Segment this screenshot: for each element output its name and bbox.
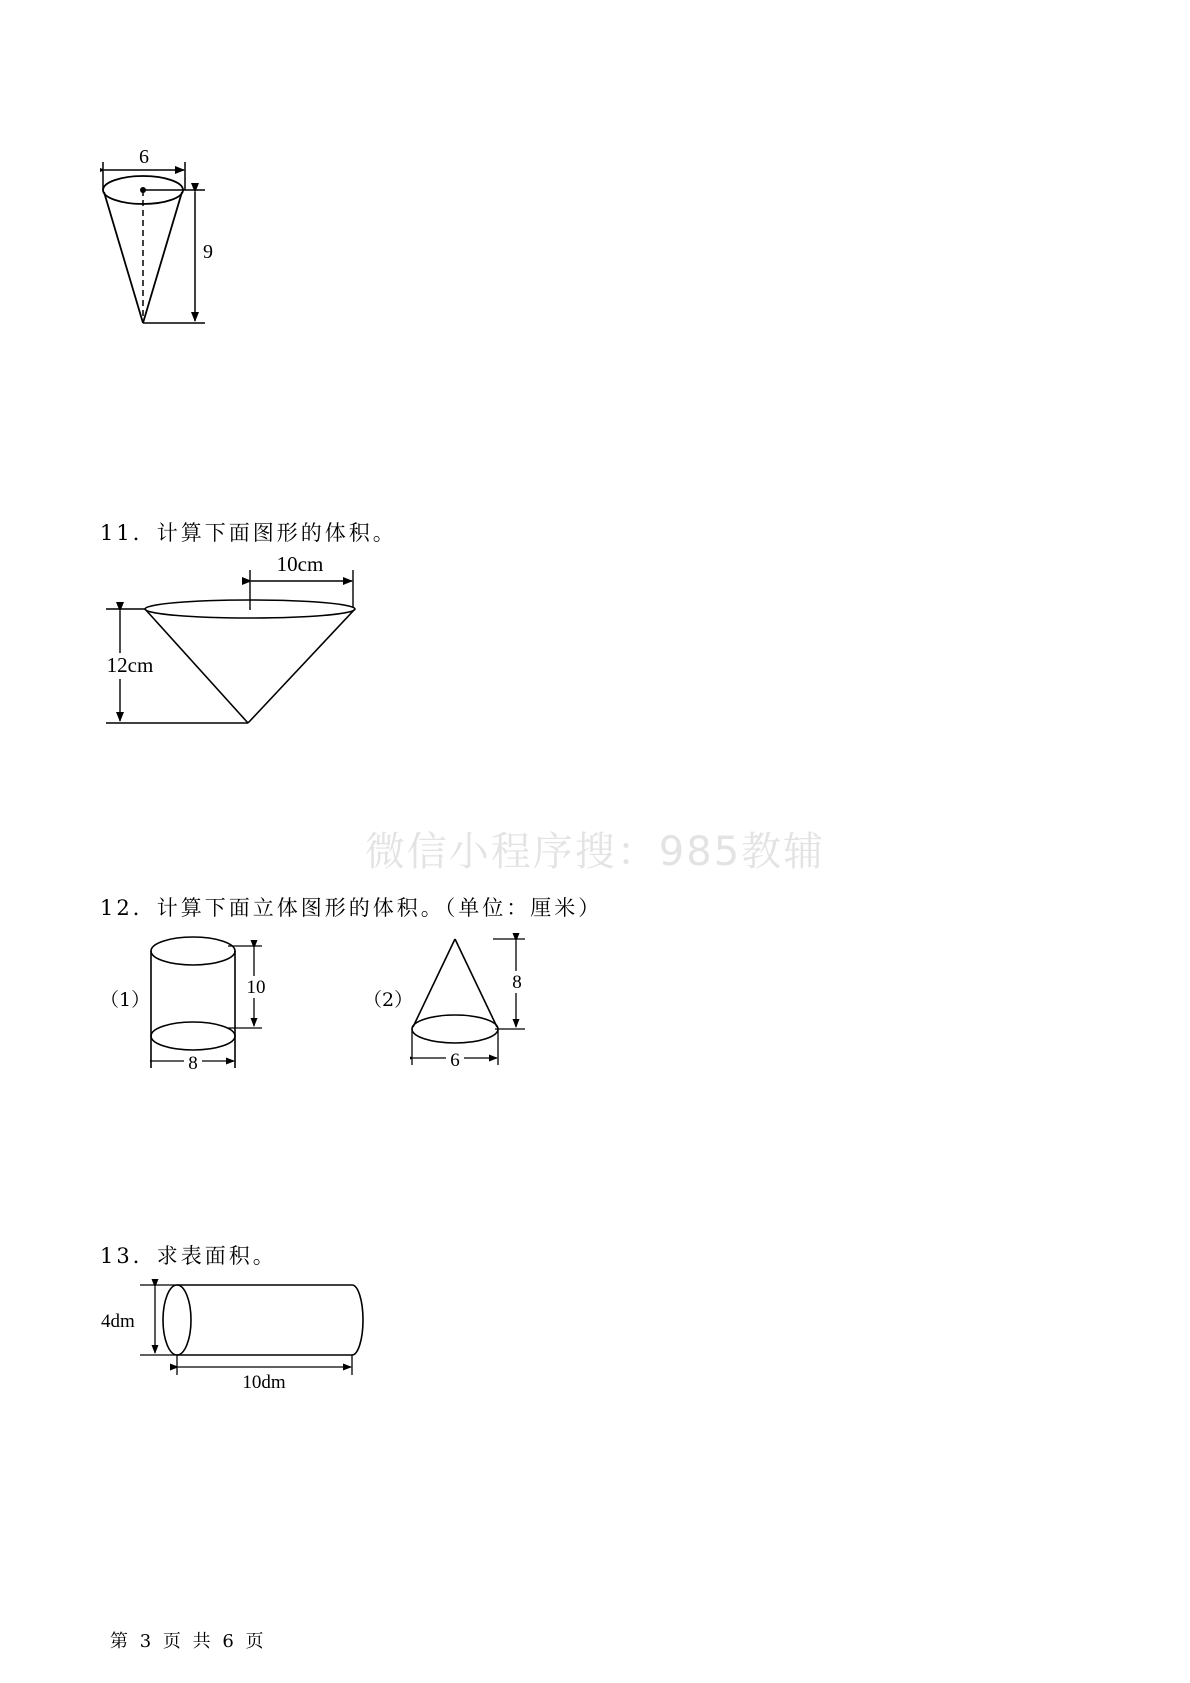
top-width-label: 6 (139, 150, 149, 168)
page-footer: 第 3 页 共 6 页 (110, 1631, 267, 1652)
horizontal-cylinder-figure (100, 1275, 370, 1400)
cone-figure-top (100, 150, 230, 360)
q13-diameter-label: 4dm (101, 1311, 135, 1332)
q13-title: 13．求表面积。 (100, 1244, 277, 1268)
q12-fig2-height-label: 8 (512, 972, 522, 993)
q12-fig1-diameter-label: 8 (188, 1053, 198, 1073)
watermark-text: 微信小程序搜：985教辅 (364, 829, 826, 875)
cylinder-figure (150, 928, 280, 1073)
cone-figure (410, 925, 540, 1070)
q12-title: 12．计算下面立体图形的体积。（单位：厘米） (100, 896, 603, 920)
q11-title: 11．计算下面图形的体积。 (100, 521, 397, 545)
q12-fig1-height-label: 10 (246, 977, 266, 998)
q11-height-label: 12cm (106, 653, 154, 677)
q12-fig2-label: （2） (363, 989, 414, 1011)
inverted-cone-figure (100, 550, 360, 740)
top-height-label: 9 (203, 241, 213, 263)
q11-radius-label: 10cm (276, 552, 324, 576)
q12-fig1-label: （1） (100, 989, 151, 1011)
q12-fig2-diameter-label: 6 (450, 1050, 460, 1070)
q13-length-label: 10dm (242, 1372, 286, 1393)
